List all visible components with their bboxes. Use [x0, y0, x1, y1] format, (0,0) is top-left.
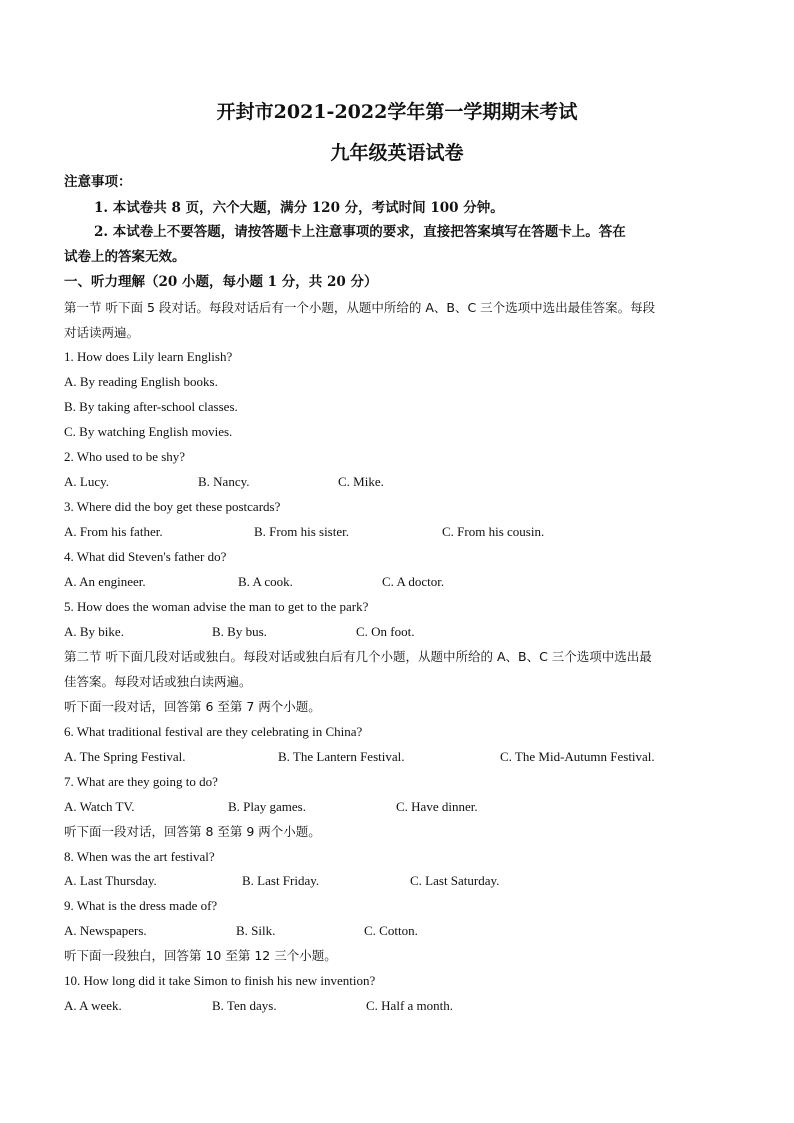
- part1-heading: 一、听力理解（20 小题，每小题 1 分，共 20 分）: [64, 274, 378, 290]
- question-1-stem: 1. How does Lily learn English?: [64, 349, 233, 364]
- question-4-option-b: B. A cook.: [238, 574, 293, 589]
- question-3-option-c: C. From his cousin.: [442, 524, 545, 539]
- question-9-option-a: A. Newspapers.: [64, 923, 147, 938]
- question-1-option-c: C. By watching English movies.: [64, 424, 233, 439]
- question-9-option-c: C. Cotton.: [364, 923, 418, 938]
- instruction-q10-q12: 听下面一段独白，回答第 10 至第 12 三个小题。: [64, 948, 337, 963]
- section1-instruction-line-2: 对话读两遍。: [64, 325, 140, 340]
- question-4-option-c: C. A doctor.: [382, 574, 445, 589]
- question-2-option-a: A. Lucy.: [64, 474, 110, 489]
- question-3-stem: 3. Where did the boy get these postcards?: [64, 499, 281, 514]
- instruction-q6-q7: 听下面一段对话，回答第 6 至第 7 两个小题。: [64, 699, 321, 714]
- question-6-option-a: A. The Spring Festival.: [64, 749, 186, 764]
- notes-item-2-line-1: 2. 本试卷上不要答题，请按答题卡上注意事项的要求，直接把答案填写在答题卡上。答在: [94, 224, 626, 240]
- question-3-option-b: B. From his sister.: [254, 524, 349, 539]
- question-3-option-a: A. From his father.: [64, 524, 163, 539]
- section2-instruction-line-1: 第二节 听下面几段对话或独白。每段对话或独白后有几个小题，从题中所给的 A、B、C 三个选项中选出最: [64, 649, 652, 664]
- notes-item-2-line-2: 试卷上的答案无效。: [64, 249, 186, 265]
- question-7-stem: 7. What are they going to do?: [64, 774, 218, 789]
- question-8-stem: 8. When was the art festival?: [64, 849, 215, 864]
- question-2-option-b: B. Nancy.: [198, 474, 250, 489]
- question-7-option-b: B. Play games.: [228, 799, 306, 814]
- question-8-option-a: A. Last Thursday.: [64, 873, 157, 888]
- question-5-stem: 5. How does the woman advise the man to get to the park?: [64, 599, 369, 614]
- question-1-option-a: A. By reading English books.: [64, 374, 218, 389]
- question-10-stem: 10. How long did it take Simon to finish his new invention?: [64, 973, 376, 988]
- question-5-option-a: A. By bike.: [64, 624, 124, 639]
- question-2-stem: 2. Who used to be shy?: [64, 449, 186, 464]
- instruction-q8-q9: 听下面一段对话，回答第 8 至第 9 两个小题。: [64, 824, 321, 839]
- question-6-stem: 6. What traditional festival are they celebrating in China?: [64, 724, 363, 739]
- question-5-option-b: B. By bus.: [212, 624, 267, 639]
- question-6-option-b: B. The Lantern Festival.: [278, 749, 405, 764]
- section1-instruction-line-1: 第一节 听下面 5 段对话。每段对话后有一个小题，从题中所给的 A、B、C 三个选项中选出最佳答案。每段: [64, 300, 656, 315]
- exam-subtitle: 九年级英语试卷: [330, 142, 464, 164]
- question-7-option-c: C. Have dinner.: [396, 799, 478, 814]
- question-5-option-c: C. On foot.: [356, 624, 415, 639]
- question-10-option-b: B. Ten days.: [212, 998, 277, 1013]
- question-4-option-a: A. An engineer.: [64, 574, 146, 589]
- question-10-option-c: C. Half a month.: [366, 998, 454, 1013]
- notes-heading: 注意事项：: [64, 174, 132, 190]
- section2-instruction-line-2: 佳答案。每段对话或独白读两遍。: [64, 674, 252, 689]
- question-9-stem: 9. What is the dress made of?: [64, 898, 218, 913]
- question-2-option-c: C. Mike.: [338, 474, 384, 489]
- question-1-option-b: B. By taking after-school classes.: [64, 399, 238, 414]
- question-8-option-b: B. Last Friday.: [242, 873, 320, 888]
- question-9-option-b: B. Silk.: [236, 923, 276, 938]
- notes-item-1: 1. 本试卷共 8 页，六个大题，满分 120 分，考试时间 100 分钟。: [94, 200, 504, 216]
- question-8-option-c: C. Last Saturday.: [410, 873, 500, 888]
- exam-title: 开封市2021-2022学年第一学期期末考试: [216, 101, 578, 123]
- question-6-option-c: C. The Mid-Autumn Festival.: [500, 749, 655, 764]
- question-7-option-a: A. Watch TV.: [64, 799, 135, 814]
- question-10-option-a: A. A week.: [64, 998, 122, 1013]
- question-4-stem: 4. What did Steven's father do?: [64, 549, 227, 564]
